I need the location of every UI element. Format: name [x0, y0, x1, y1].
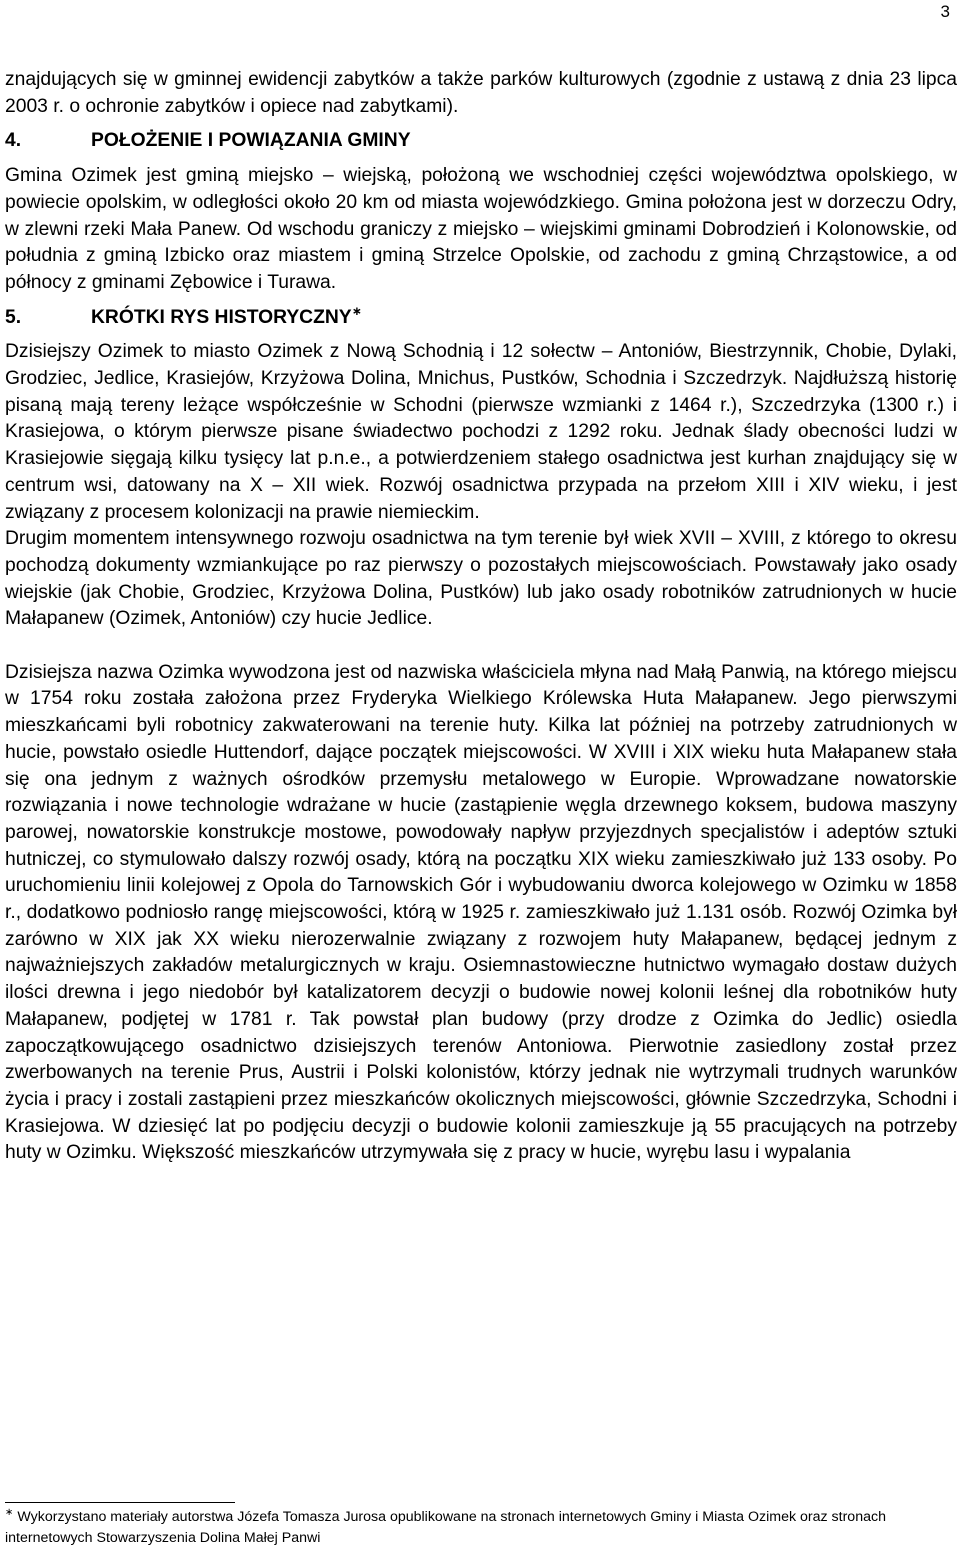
section-5-paragraph-2: Drugim momentem intensywnego rozwoju osadnictwa na tym terenie był wiek XVII – XVIII, z którego to okresu pochodzą dokumenty wzmiankujące po raz pierwszy o pozostałych miejscowościach. Powstawały jako osady wiejskie (jak Chobie, Grodziec, Krzyżowa Dolina, Pustków) lub jako osady robotników zatrudnionych w hucie Małapanew (Ozimek, Antoniów) czy hucie Jedlice. [5, 528, 957, 630]
footnote-divider [5, 1502, 235, 1503]
section-5-heading [5, 305, 957, 332]
spacer [5, 331, 957, 339]
footnote-text: Wykorzystano materiały autorstwa Józefa Tomasza Jurosa opublikowane na stronach internetowych Gminy i Miasta Ozimek oraz stronach internetowych Stowarzyszenia Dolina Małej Panwi [5, 1509, 886, 1546]
spacer [5, 633, 957, 660]
page-number: 3 [940, 2, 950, 21]
footnote-reference-marker[interactable]: ∗ [351, 303, 362, 318]
spacer [5, 120, 957, 128]
intro-paragraph: znajdujących się w gminnej ewidencji zabytków a także parków kulturowych (zgodnie z ustawą z dnia 23 lipca 2003 r. o ochronie zabytków i opiece nad zabytkami). [5, 69, 957, 117]
footnote [5, 1507, 955, 1549]
spacer [5, 297, 957, 305]
spacer [5, 155, 957, 163]
section-4-title: POŁOŻENIE I POWIĄZANIA GMINY [91, 130, 411, 152]
page-content [5, 67, 957, 1167]
section-5-title: KRÓTKI RYS HISTORYCZNY [91, 306, 352, 328]
section-4-paragraph: Gmina Ozimek jest gminą miejsko – wiejską, położoną we wschodniej części województwa opolskiego, w powiecie opolskim, w odległości około 20 km od miasta wojewódzkiego. Gmina położona jest w dorzeczu Odry, w zlewni rzeki Mała Panew. Od wschodu graniczy z miejsko – wiejskimi gminami Dobrodzień i Kolonowskie, od południa z gminą Izbicko oraz miastem i gminą Strzelce Opolskie, od zachodu z gminą Chrząstowice, a od północy z gminami Zębowice i Turawa. [5, 165, 957, 293]
footnote-marker: ∗ [5, 1507, 14, 1518]
section-5-number: 5. [5, 306, 22, 328]
section-4-number: 4. [5, 130, 22, 152]
section-5-paragraph-1: Dzisiejszy Ozimek to miasto Ozimek z Nową Schodnią i 12 sołectw – Antoniów, Biestrzynnik, Chobie, Dylaki, Grodziec, Jedlice, Krasiejów, Krzyżowa Dolina, Mnichus, Pustków, Schodnia i Szczedrzyk. Najdłuższą historię pisaną mają tereny leżące współcześnie w Schodni (pierwsze wzmianki z 1464 r.), Szczedrzyka (1300 r.) i Krasiejowa, o którym pierwsze pisane świadectwo pochodzi z 1292 roku. Jednak ślady obecności ludzi w Krasiejowie sięgają kilku tysięcy lat p.n.e., a potwierdzeniem stałego osadnictwa jest kurhan znajdujący się w centrum wsi, datowany na X – XII wiek. Rozwój osadnictwa przypada na przełom XIII i XIV wieku, i jest związany z procesem kolonizacji na prawie niemieckim. [5, 341, 957, 523]
section-5-paragraph-3: Dzisiejsza nazwa Ozimka wywodzona jest od nazwiska właściciela młyna nad Małą Panwią, na którego miejscu w 1754 roku została założona przez Fryderyka Wielkiego Królewska Huta Małapanew. Jego pierwszymi mieszkańcami byli robotnicy zakwaterowani na terenie huty. Kilka lat później na potrzeby zatrudnionych w hucie, powstało osiedle Huttendorf, dające początek miejscowości. W XVIII i XIX wieku huta Małapanew stała się ona jednym z ważnych ośrodków przemysłu metalowego w Europie. Wprowadzane nowatorskie rozwiązania i nowe technologie wdrażane w hucie (zastąpienie węgla drzewnego koksem, budowa maszyny parowej, nowatorskie konstrukcje mostowe, powodowały napływ przyjezdnych specjalistów i adeptów sztuki hutniczej, co stymulowało dalszy rozwój osady, którą na początku XIX wieku zamieszkiwało już 133 osoby. Po uruchomieniu linii kolejowej z Opola do Tarnowskich Gór i wybudowaniu dworca kolejowego w Ozimku w 1858 r., dodatkowo podniosło rangę miejscowości, którą w 1925 r. zamieszkiwało już 1.131 osób. Rozwój Ozimka był zarówno w XIX jak XX wieku nierozerwalnie związany z rozwojem huty Małapanew, będącej jednym z najważniejszych zakładów metalurgicznych w kraju. Osiemnastowieczne hutnictwo wymagało dostaw dużych ilości drewna i jego niedobór był katalizatorem decyzji o budowie nowej kolonii leśnej dla robotników huty Małapanew, podjętej w 1781 r. Tak powstał plan budowy (przy drodze z Ozimka do Jedlic) osiedla zapoczątkowującego osadnictwo dzisiejszych terenów Antoniowa. Pierwotnie zasiedlony został przez zwerbowanych na terenie Prus, Austrii i Polski kolonistów, którzy jednak nie wytrzymali trudnych warunków życia i pracy i zostali zastąpieni przez mieszkańców okolicznych miejscowości, głównie Szczedrzyka, Schodni i Krasiejowa. W dziesięć lat po podjęciu decyzji o budowie kolonii zamieszkuje ją 55 pracujących na potrzeby huty w Ozimku. Większość mieszkańców utrzymywała się z pracy w hucie, wyrębu lasu i wypalania [5, 661, 957, 1164]
section-4-heading [5, 128, 957, 155]
